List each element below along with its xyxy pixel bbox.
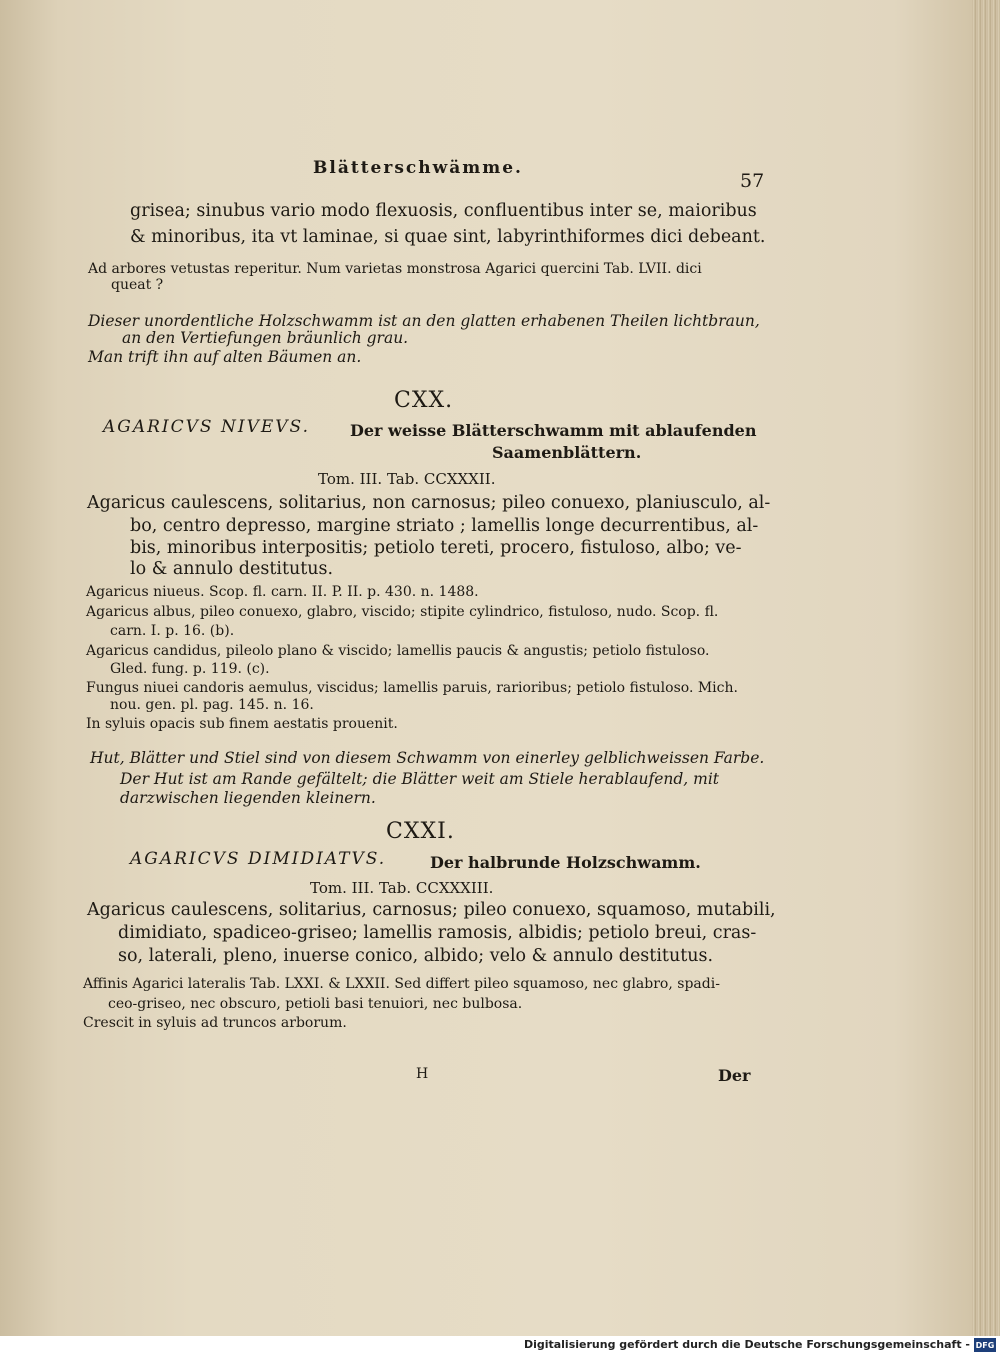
german-line: Hut, Blätter und Stiel sind von diesem Schwamm von einerley gelblichweissen Farbe. (90, 749, 765, 767)
german-line: an den Vertiefungen bräunlich grau. (122, 329, 409, 347)
text-line: grisea; sinubus vario modo flexuosis, confluentibus inter se, maioribus (130, 201, 757, 221)
digitization-notice: Digitalisierung gefördert durch die Deutsche Forschungsgemeinschaft - (523, 1338, 970, 1351)
note-line: Crescit in syluis ad truncos arborum. (83, 1015, 347, 1031)
german-line: darzwischen liegenden kleinern. (120, 789, 376, 807)
synonym-line: Agaricus albus, pileo conuexo, glabro, viscido; stipite cylindrico, fistuloso, nudo. Scop. fl. (86, 604, 719, 620)
description-line: bo, centro depresso, margine striato ; lamellis longe decurrentibus, al- (130, 516, 759, 536)
section-numeral: CXXI. (386, 819, 455, 844)
text-line: & minoribus, ita vt laminae, si quae sint, labyrinthiformes dici debeant. (130, 227, 766, 247)
description-line: Agaricus caulescens, solitarius, non carnosus; pileo conuexo, planiusculo, al- (87, 493, 771, 513)
synonym-line: nou. gen. pl. pag. 145. n. 16. (110, 697, 314, 713)
german-species-name: Der weisse Blätterschwamm mit ablaufenden (350, 421, 757, 440)
dfg-logo: DFG (974, 1338, 996, 1352)
synonym-line: Fungus niuei candoris aemulus, viscidus; lamellis paruis, rarioribus; petiolo fistuloso. Mich. (86, 680, 738, 696)
synonym-line: Agaricus candidus, pileolo plano & viscido; lamellis paucis & angustis; petiolo fistuloso. (86, 643, 710, 659)
description-line: lo & annulo destitutus. (130, 559, 334, 579)
species-name: AGARICVS NIVEVS. (103, 417, 310, 437)
description-line: bis, minoribus interpositis; petiolo tereti, procero, fistuloso, albo; ve- (130, 538, 742, 558)
note-line: Affinis Agarici lateralis Tab. LXXI. & LXXII. Sed differt pileo squamoso, nec glabro, spadi- (83, 976, 720, 992)
synonym-line: Gled. fung. p. 119. (c). (110, 661, 270, 677)
digitization-footer (0, 1336, 1000, 1355)
note-line: queat ? (111, 277, 164, 293)
plate-reference: Tom. III. Tab. CCXXXIII. (310, 879, 494, 897)
catchword: Der (718, 1066, 751, 1085)
description-line: dimidiato, spadiceo-griseo; lamellis ramosis, albidis; petiolo breui, cras- (118, 923, 757, 943)
synonym-line: Agaricus niueus. Scop. fl. carn. II. P. II. p. 430. n. 1488. (86, 584, 479, 600)
german-line: Man trift ihn auf alten Bäumen an. (88, 348, 362, 366)
description-line: so, laterali, pleno, inuerse conico, albido; velo & annulo destitutus. (118, 946, 714, 966)
page-edge (972, 0, 1000, 1336)
running-title: Blätterschwämme. (313, 158, 523, 178)
german-line: Dieser unordentliche Holzschwamm ist an den glatten erhabenen Theilen lichtbraun, (88, 312, 760, 330)
description-line: Agaricus caulescens, solitarius, carnosus; pileo conuexo, squamoso, mutabili, (87, 900, 776, 920)
signature-mark: H (416, 1066, 429, 1082)
species-name: AGARICVS DIMIDIATVS. (130, 849, 387, 869)
synonym-line: In syluis opacis sub finem aestatis prouenit. (86, 716, 398, 732)
german-line: Der Hut ist am Rande gefältelt; die Blätter weit am Stiele herablaufend, mit (120, 770, 720, 788)
german-species-name: Der halbrunde Holzschwamm. (430, 853, 701, 872)
german-species-name: Saamenblättern. (492, 443, 642, 462)
page-number: 57 (740, 170, 765, 192)
note-line: ceo-griseo, nec obscuro, petioli basi tenuiori, nec bulbosa. (108, 996, 523, 1012)
section-numeral: CXX. (394, 388, 454, 413)
plate-reference: Tom. III. Tab. CCXXXII. (318, 470, 496, 488)
note-line: Ad arbores vetustas reperitur. Num varietas monstrosa Agarici quercini Tab. LVII. dici (88, 261, 702, 277)
synonym-line: carn. I. p. 16. (b). (110, 623, 235, 639)
